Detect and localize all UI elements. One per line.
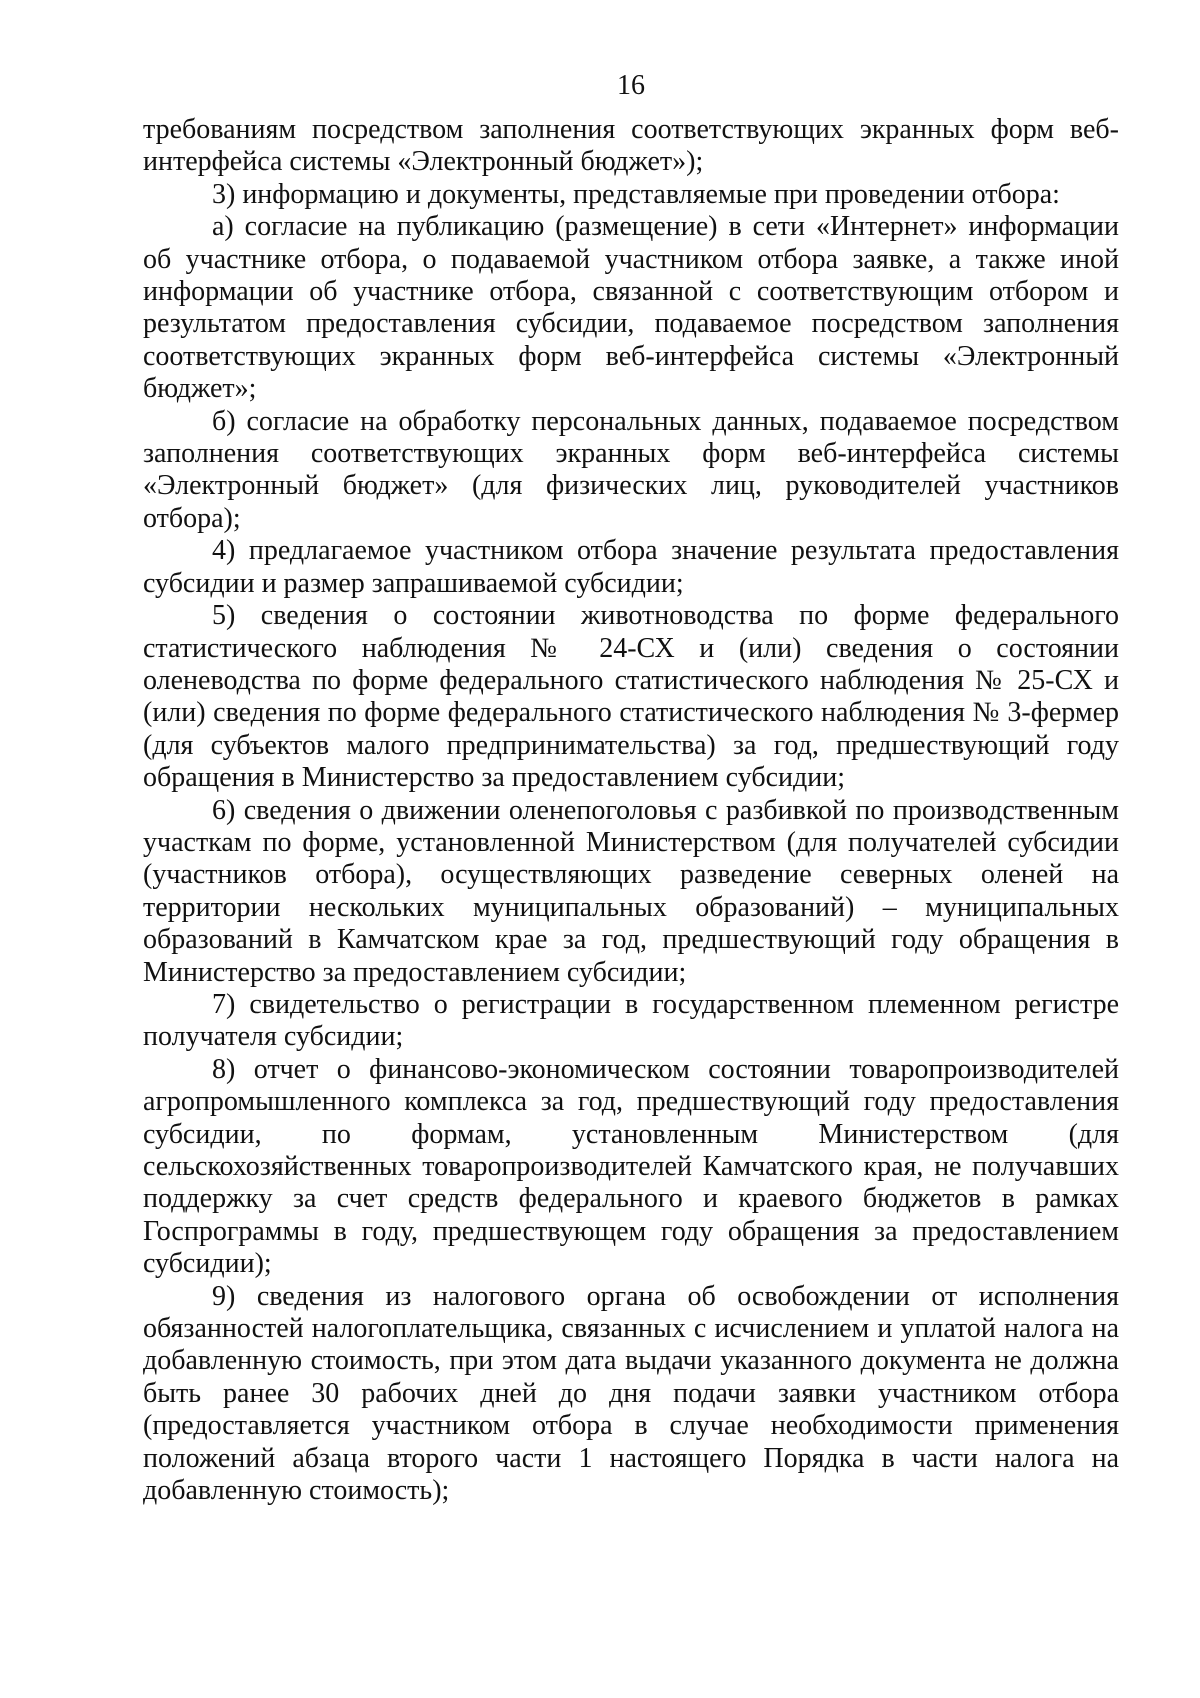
paragraph-continuation: требованиям посредством заполнения соответствующих экранных форм веб-интерфейса системы «Электронный бюджет»); bbox=[143, 114, 1119, 178]
paragraph-item-5: 5) сведения о состоянии животноводства по форме федерального статистического наблюдения № 24-СХ и (или) сведения о состоянии оленеводства по форме федерального статистического наблюдения № 25-СХ и (или) сведения по форме федерального статистического наблюдения № 3-фермер (для субъектов малого предпринимательства) за год, предшествующий году обращения в Министерство за предоставлением субсидии; bbox=[143, 600, 1119, 794]
paragraph-item-4: 4) предлагаемое участником отбора значение результата предоставления субсидии и размер запрашиваемой субсидии; bbox=[143, 535, 1119, 599]
page-number: 16 bbox=[617, 70, 645, 101]
paragraph-item-6: 6) сведения о движении оленепоголовья с разбивкой по производственным участкам по форме, установленной Министерством (для получателей субсидии (участников отбора), осуществляющих разведение северных оленей на территории нескольких муниципальных образований) – муниципальных образований в Камчатском крае за год, предшествующий году обращения в Министерство за предоставлением субсидии; bbox=[143, 794, 1119, 988]
paragraph-item-3b: б) согласие на обработку персональных данных, подаваемое посредством заполнения соответствующих экранных форм веб-интерфейса системы «Электронный бюджет» (для физических лиц, руководителей участников отбора); bbox=[143, 405, 1119, 534]
paragraph-item-3: 3) информацию и документы, представляемые при проведении отбора: bbox=[212, 178, 1060, 210]
paragraph-item-3a: а) согласие на публикацию (размещение) в сети «Интернет» информации об участнике отбора, о подаваемой участником отбора заявке, а также иной информации об участнике отбора, связанной с соответствующим отбором и результатом предоставления субсидии, подаваемое посредством заполнения соответствующих экранных форм веб-интерфейса системы «Электронный бюджет»; bbox=[143, 211, 1119, 405]
document-page bbox=[143, 70, 1119, 1507]
paragraph-item-8: 8) отчет о финансово-экономическом состоянии товаропроизводителей агропромышленного комплекса за год, предшествующий году предоставления субсидии, по формам, установленным Министерством (для сельскохозяйственных товаропроизводителей Камчатского края, не получавших поддержку за счет средств федерального и краевого бюджетов в рамках Госпрограммы в году, предшествующем году обращения за предоставлением субсидии); bbox=[143, 1053, 1119, 1280]
paragraph-item-7: 7) свидетельство о регистрации в государственном племенном регистре получателя субсидии; bbox=[143, 988, 1119, 1053]
paragraph-item-9: 9) сведения из налогового органа об освобождении от исполнения обязанностей налогоплательщика, связанных с исчислением и уплатой налога на добавленную стоимость, при этом дата выдачи указанного документа не должна быть ранее 30 рабочих дней до дня подачи заявки участником отбора (предоставляется участником отбора в случае необходимости применения положений абзаца второго части 1 настоящего Порядка в части налога на добавленную стоимость); bbox=[143, 1280, 1119, 1507]
